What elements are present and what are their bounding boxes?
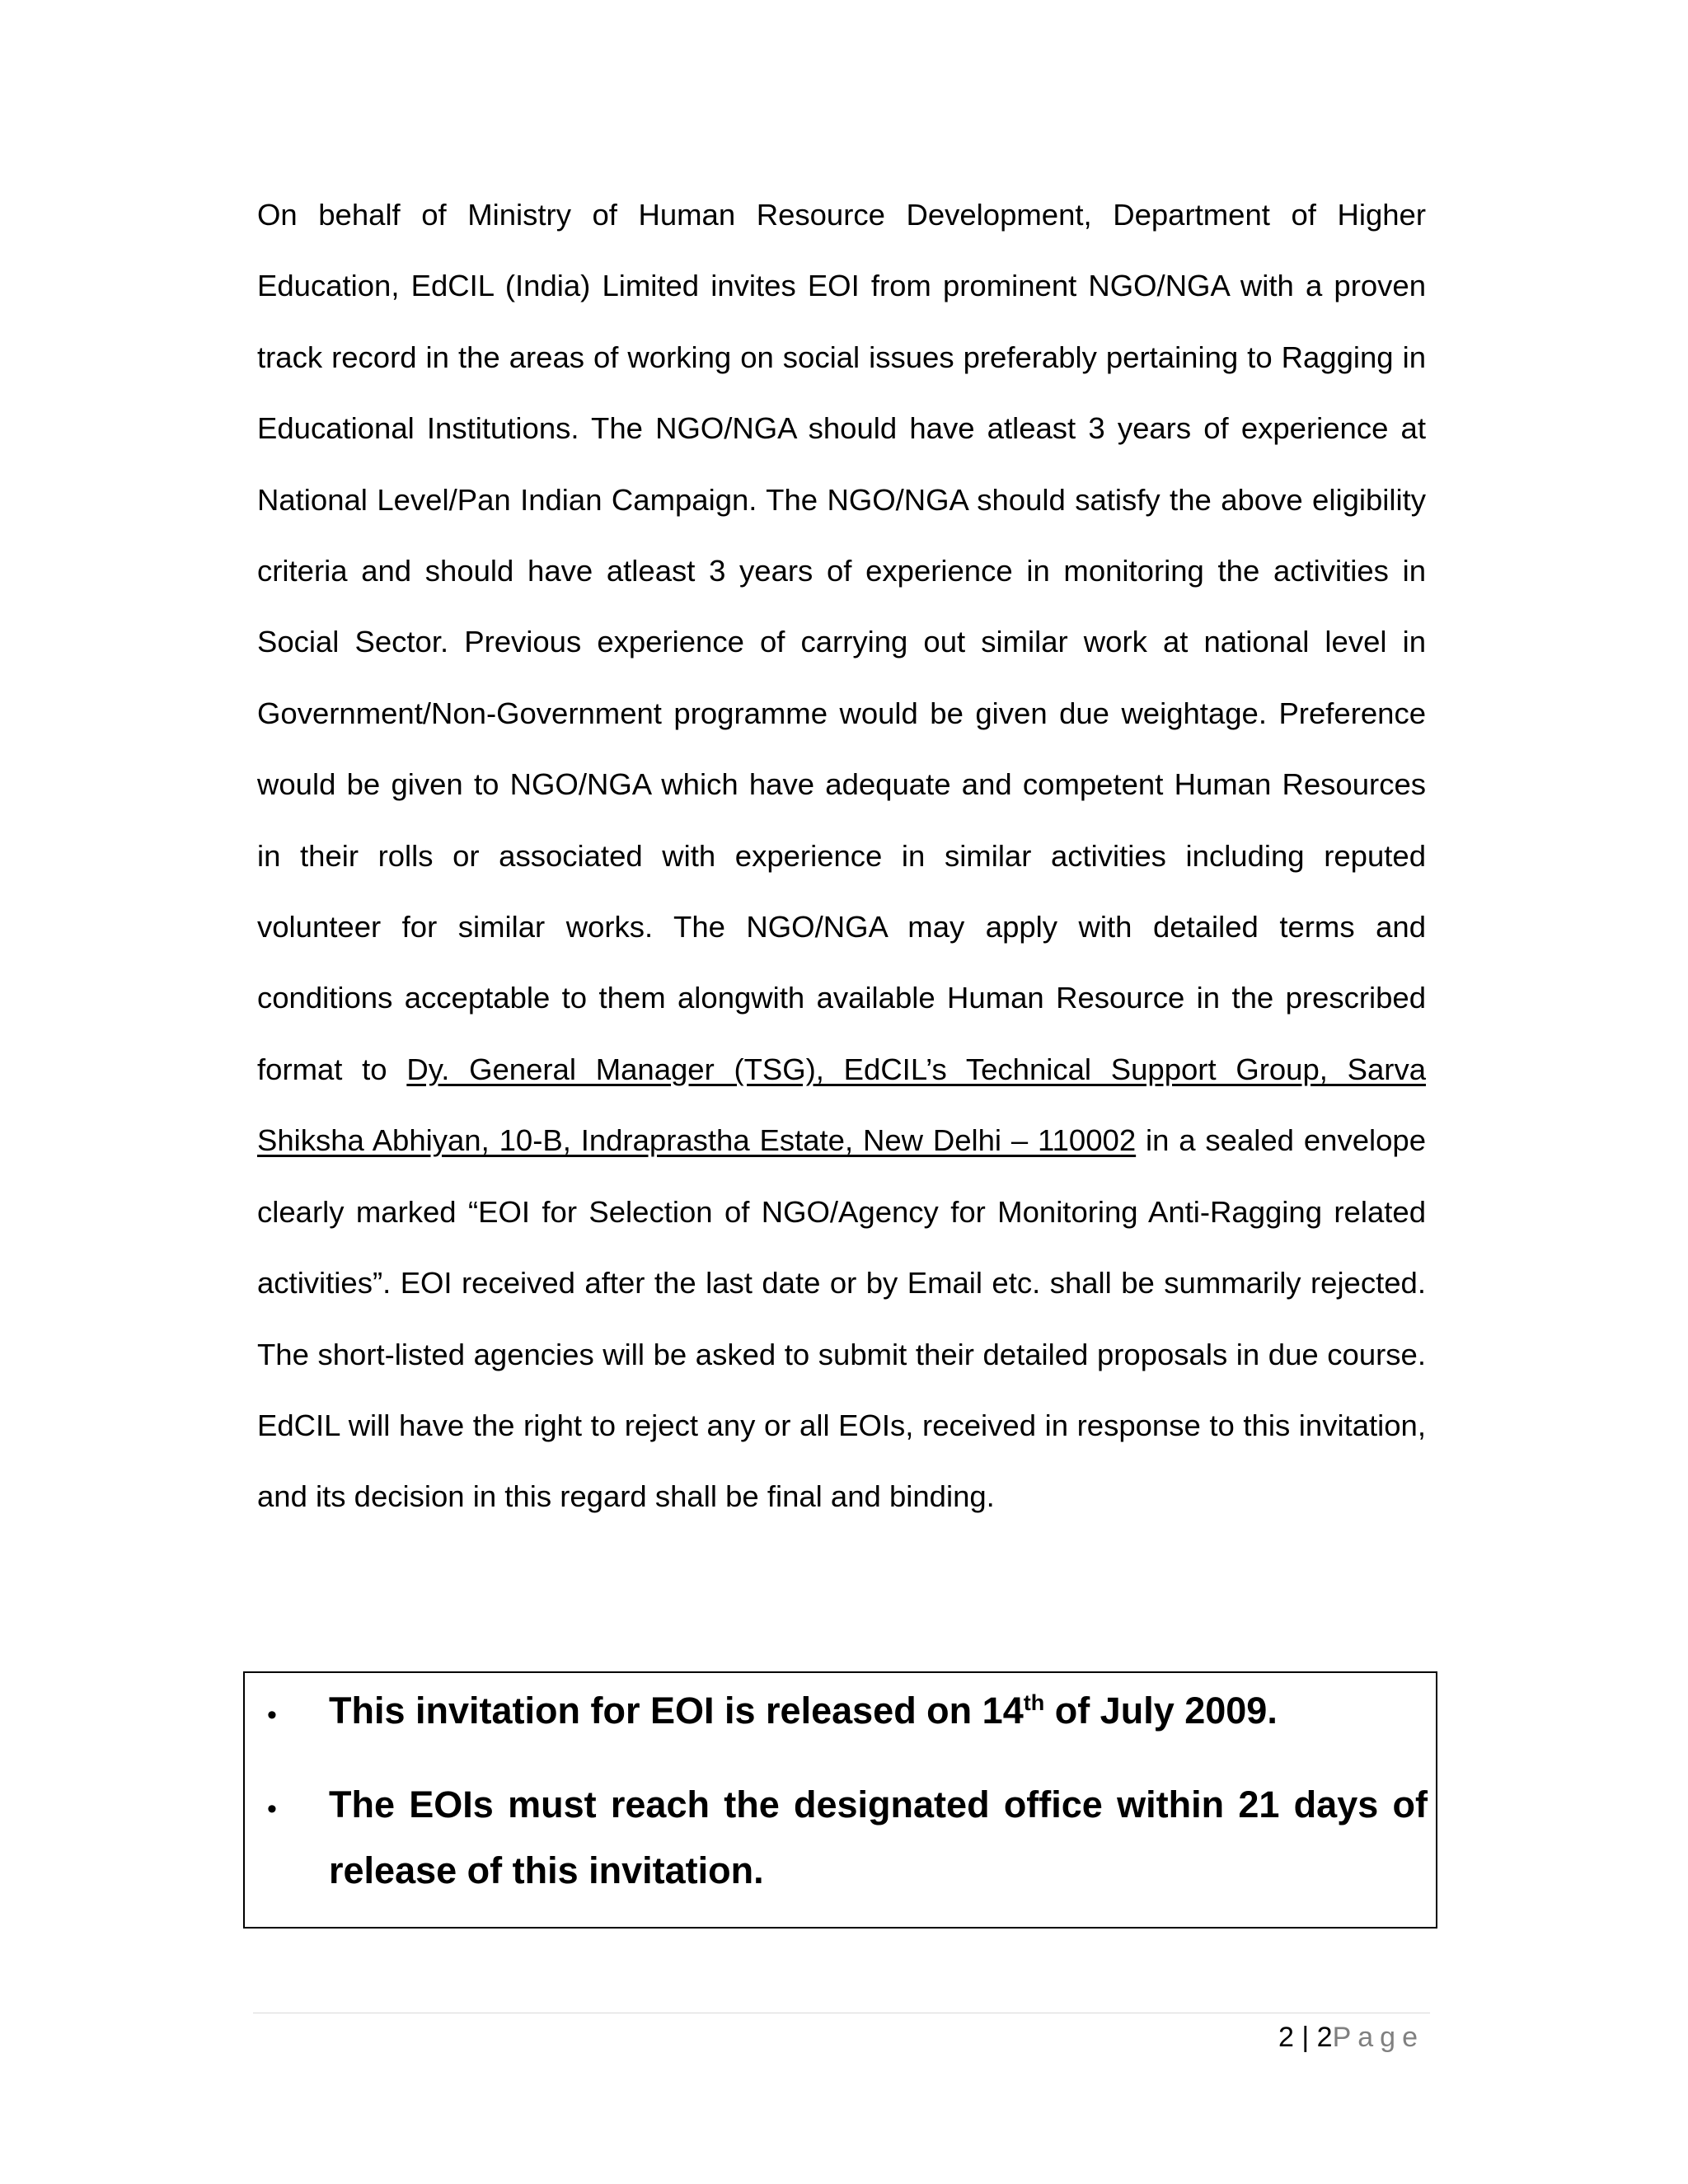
notice-box: [243, 1671, 1437, 1929]
notice-item-text: The EOIs must reach the designated office within 21 days of release of this invitation.: [329, 1783, 1428, 1891]
ordinal-suffix: th: [1023, 1690, 1045, 1715]
body-paragraph: [257, 180, 1426, 1533]
paragraph-rest: in a sealed envelope clearly marked “EOI for Selection of NGO/Agency for Monitoring Anti-Ragging related activities”. EOI received after the last date or by Email etc. shall be summarily rejected. The short-listed agencies will be asked to submit their detailed proposals in due course. EdCIL will have the right to reject any or all EOIs, received in response to this invitation, and its decision in this regard shall be final and binding.: [257, 1123, 1426, 1514]
bullet-icon: •: [267, 1793, 277, 1825]
paragraph-intro: On behalf of Ministry of Human Resource Development, Department of Higher Education, EdCIL (India) Limited invites EOI from prominent NGO/NGA with a proven track record in the areas of working on social issues preferably pertaining to Ragging in Educational Institutions. The NGO/NGA should have atleast 3 years of experience at National Level/Pan Indian Campaign. The NGO/NGA should satisfy the above eligibility criteria and should have atleast 3 years of experience in monitoring the activities in Social Sector. Previous experience of carrying out similar work at national level in Government/Non-Government programme would be given due weightage. Preference would be given to NGO/NGA which have adequate and competent Human Resources in their rolls or associated with experience in similar activities including reputed volunteer for similar works. The NGO/NGA may apply with detailed terms and conditions acceptable to them alongwith available Human Resource in the prescribed format to: [257, 198, 1426, 1086]
page-label: Page: [1332, 2022, 1424, 2053]
page-number: 2 | 2: [1278, 2022, 1333, 2053]
submission-address: Dy. General Manager (TSG), EdCIL’s Technical Support Group, Sarva Shiksha Abhiyan, 10-B, Indraprastha Estate, New Delhi – 110002: [257, 1052, 1426, 1158]
bullet-icon: •: [267, 1699, 277, 1731]
notice-item-text: This invitation for EOI is released on 14th of July 2009.: [329, 1690, 1278, 1732]
page-footer: [1278, 2021, 1424, 2054]
